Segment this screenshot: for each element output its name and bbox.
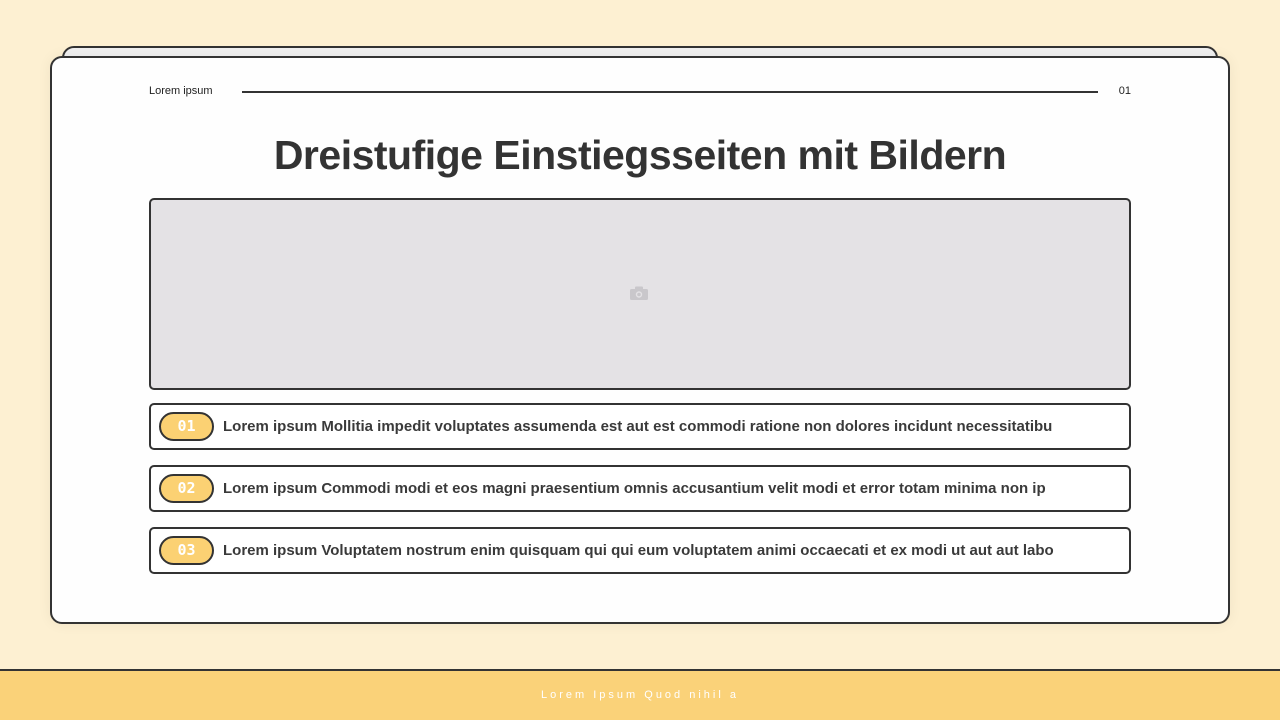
content-card: [50, 56, 1230, 624]
image-placeholder[interactable]: [149, 198, 1131, 390]
step-text: Lorem ipsum Voluptatem nostrum enim quisquam qui qui eum voluptatem animi occaecati et ex modi ut aut aut labo: [223, 542, 1054, 559]
header-divider: [242, 91, 1098, 93]
page-title: Dreistufige Einstiegsseiten mit Bildern: [273, 132, 1007, 178]
step-number-badge: 02: [159, 474, 214, 503]
steps-list: [149, 403, 1131, 589]
header-label: Lorem ipsum: [149, 85, 213, 97]
page-number: 01: [1118, 85, 1131, 97]
step-item-1: [149, 403, 1131, 450]
step-text: Lorem ipsum Mollitia impedit voluptates assumenda est aut est commodi ratione non dolores incidunt necessitatibu: [223, 418, 1053, 435]
step-number-badge: 03: [159, 536, 214, 565]
footer-band: [0, 669, 1280, 720]
step-number-badge: 01: [159, 412, 214, 441]
camera-icon: [630, 286, 648, 300]
step-text: Lorem ipsum Commodi modi et eos magni praesentium omnis accusantium velit modi et error totam minima non ip: [223, 480, 1046, 497]
step-item-2: [149, 465, 1131, 512]
footer-text: Lorem Ipsum Quod nihil a: [541, 689, 739, 701]
step-item-3: [149, 527, 1131, 574]
